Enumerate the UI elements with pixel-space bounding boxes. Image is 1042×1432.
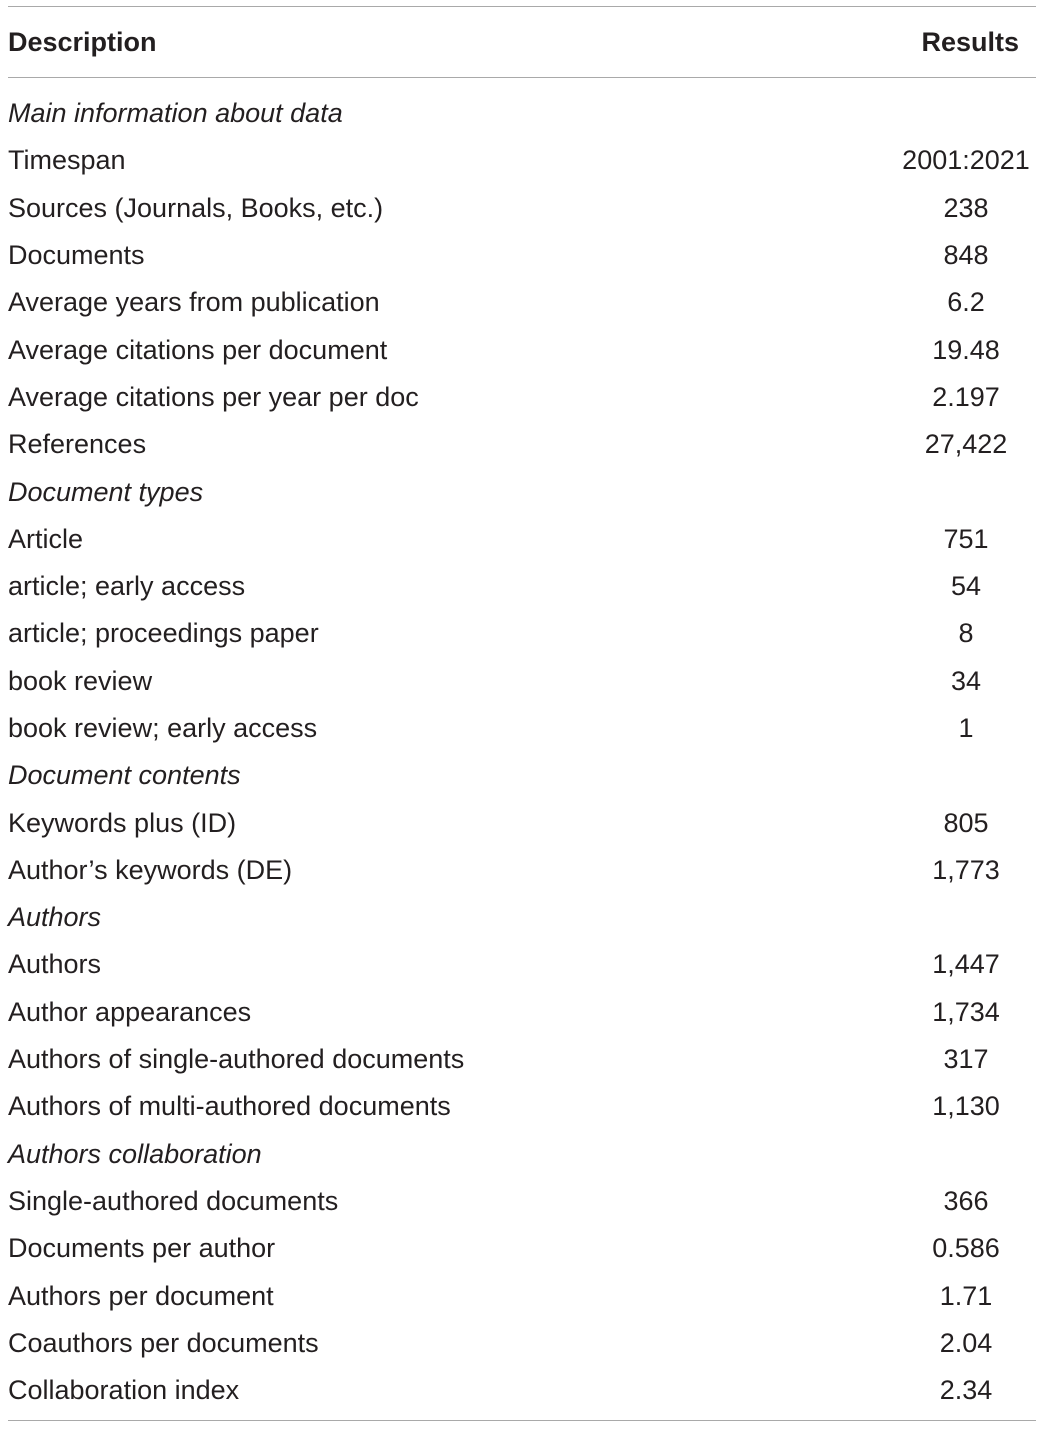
table-row — [8, 1083, 1036, 1130]
row-description: Timespan — [8, 145, 126, 176]
row-result: 27,422 — [924, 429, 1008, 460]
table-row — [8, 705, 1036, 752]
row-description: Authors of single-authored documents — [8, 1044, 465, 1075]
table-row — [8, 1036, 1036, 1083]
row-description: Collaboration index — [8, 1375, 240, 1406]
row-result: 2001:2021 — [902, 145, 1030, 176]
row-description: Author appearances — [8, 996, 252, 1027]
row-description: Authors — [8, 949, 102, 980]
row-result: 1,773 — [932, 854, 1000, 885]
row-description: Article — [8, 523, 84, 554]
row-description: book review; early access — [8, 713, 318, 743]
table-row — [8, 421, 1036, 468]
row-description: article; early access — [8, 571, 246, 602]
table-row — [8, 1225, 1036, 1272]
row-description: Coauthors per documents — [8, 1327, 319, 1358]
table-bottom-rule — [8, 1420, 1036, 1421]
row-result: 805 — [943, 807, 989, 838]
row-description: Authors per document — [8, 1280, 274, 1311]
table-row — [8, 137, 1036, 184]
row-description: Keywords plus (ID) — [8, 807, 237, 838]
table-row — [8, 799, 1036, 846]
row-result: 751 — [943, 523, 989, 554]
header-description: Description — [8, 26, 157, 57]
row-result: 19.48 — [932, 334, 1000, 365]
table-header — [8, 7, 1036, 77]
row-result: 2.34 — [939, 1375, 993, 1406]
table-row — [8, 279, 1036, 326]
row-result: 1,734 — [932, 996, 1000, 1027]
section-heading-row — [8, 752, 1036, 799]
table-row — [8, 847, 1036, 894]
row-description: References — [8, 429, 147, 460]
section-heading: Main information about data — [8, 98, 343, 129]
section-heading-row — [8, 468, 1036, 515]
row-description: Author’s keywords (DE) — [8, 854, 293, 885]
row-description: Average citations per document — [8, 334, 388, 365]
table-row — [8, 989, 1036, 1036]
row-description: Average citations per year per doc — [8, 381, 419, 412]
row-description: Documents per author — [8, 1233, 276, 1264]
row-result: 2.197 — [932, 381, 1000, 412]
section-heading: Authors — [8, 902, 102, 933]
row-result: 34 — [950, 665, 982, 696]
table-row — [8, 1272, 1036, 1319]
section-heading: Authors collaboration — [8, 1138, 262, 1169]
row-result: 366 — [943, 1185, 989, 1216]
row-result: 1 — [958, 713, 974, 743]
table-row — [8, 658, 1036, 705]
row-description: book review — [8, 665, 153, 696]
section-heading-row — [8, 894, 1036, 941]
summary-table — [8, 6, 1036, 1421]
row-description: article; proceedings paper — [8, 618, 319, 649]
row-description: Documents — [8, 240, 145, 271]
table-row — [8, 326, 1036, 373]
table-row — [8, 563, 1036, 610]
table-row — [8, 232, 1036, 279]
table-row — [8, 941, 1036, 988]
row-description: Sources (Journals, Books, etc.) — [8, 192, 384, 223]
row-description: Authors of multi-authored documents — [8, 1091, 451, 1122]
row-result: 0.586 — [932, 1233, 1000, 1264]
row-result: 1.71 — [939, 1280, 993, 1311]
row-description: Single-authored documents — [8, 1185, 339, 1216]
section-heading-row — [8, 90, 1036, 137]
table-row — [8, 1178, 1036, 1225]
row-result: 6.2 — [947, 287, 985, 318]
table-body — [8, 78, 1036, 1420]
table-row — [8, 516, 1036, 563]
row-result: 238 — [943, 192, 989, 223]
row-result: 848 — [943, 240, 989, 271]
row-result: 1,447 — [932, 949, 1000, 980]
table-row — [8, 610, 1036, 657]
row-result: 54 — [950, 571, 982, 602]
table-row — [8, 185, 1036, 232]
row-result: 8 — [958, 618, 974, 649]
row-description: Average years from publication — [8, 287, 380, 318]
section-heading-row — [8, 1131, 1036, 1178]
row-result: 317 — [943, 1044, 989, 1075]
section-heading: Document types — [8, 476, 204, 507]
table-row — [8, 1367, 1036, 1414]
header-results: Results — [921, 26, 1019, 57]
table-row — [8, 1320, 1036, 1367]
section-heading: Document contents — [8, 760, 241, 791]
row-result: 2.04 — [939, 1327, 993, 1358]
table-row — [8, 374, 1036, 421]
row-result: 1,130 — [932, 1091, 1000, 1122]
